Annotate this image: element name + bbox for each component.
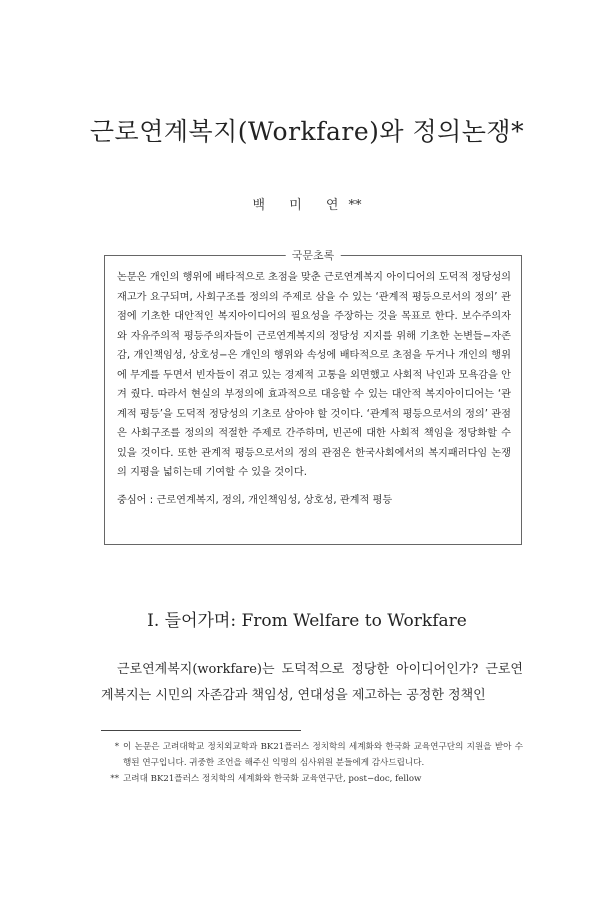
paper-title <box>0 112 614 148</box>
body-paragraph: 근로연계복지(workfare)는 도덕적으로 정당한 아이디어인가? 근로연계복지는 시민의 자존감과 책임성, 연대성을 제고하는 공정한 정책인 <box>101 662 523 703</box>
footnote-mark: * <box>114 742 119 752</box>
section-heading: Ⅰ. 들어가며: From Welfare to Workfare <box>147 611 467 631</box>
author-footnote-mark: ** <box>348 198 362 213</box>
footnote-text: 이 논문은 고려대학교 정치외교학과 BK21플러스 정치학의 세계화와 한국화 교육연구단의 지원을 받아 수행된 연구입니다. 귀중한 조언을 해주신 익명의 심사위원 분들에게 감사드립니다. <box>123 742 523 768</box>
footnote-text: 고려대 BK21플러스 정치학의 세계화와 한국화 교육연구단, post−doc, fellow <box>123 774 422 784</box>
footnote-item <box>101 740 523 771</box>
footnote-divider <box>101 730 301 731</box>
author-name: 백 미 연 <box>252 198 349 213</box>
abstract-box <box>104 249 522 545</box>
footnote-mark: ** <box>110 774 119 784</box>
keywords-separator: : <box>146 494 157 506</box>
abstract-label: 국문초록 <box>286 247 341 263</box>
author-line <box>0 194 614 213</box>
keywords-label: 중심어 <box>117 494 147 506</box>
paper-title-text: 근로연계복지(Workfare)와 정의논쟁* <box>89 117 525 146</box>
keywords-list: 근로연계복지, 정의, 개인책임성, 상호성, 관계적 평등 <box>156 494 393 506</box>
abstract-text: 논문은 개인의 행위에 배타적으로 초점을 맞춘 근로연계복지 아이디어의 도덕적 정당성의 재고가 요구되며, 사회구조를 정의의 주제로 삼을 수 있는 ‘관계적 평등으로서의 정의’ 관점에 기초한 대안적인 복지아이디어의 필요성을 주장하는 것을 목표로 한다. 보수주의자와 자유주의적 평등주의자들이 근로연계복지의 정당성 지지를 위해 기초한 논변들−자존감, 개인책임성, 상호성−은 개인의 행위와 속성에 배타적으로 초점을 두거나 개인의 행위에 무게를 두면서 빈자들이 겪고 있는 경제적 고통을 외면했고 사회적 낙인과 모욕감을 안겨 줬다. 따라서 현실의 부정의에 효과적으로 대응할 수 있는 대안적 복지아이디어는 ‘관계적 평등’을 도덕적 정당성의 기초로 삼아야 할 것이다. ‘관계적 평등으로서의 정의’ 관점은 사회구조를 정의의 적절한 주제로 간주하며, 빈곤에 대한 사회적 책임을 정당화할 수 있을 것이다. 또한 관계적 평등으로서의 정의 관점은 한국사회에서의 복지패러다임 논쟁의 지평을 넓히는데 기여할 수 있을 것이다. <box>117 272 511 478</box>
footnote-item <box>101 772 523 788</box>
footnotes <box>101 740 523 789</box>
keywords-line <box>117 491 511 506</box>
